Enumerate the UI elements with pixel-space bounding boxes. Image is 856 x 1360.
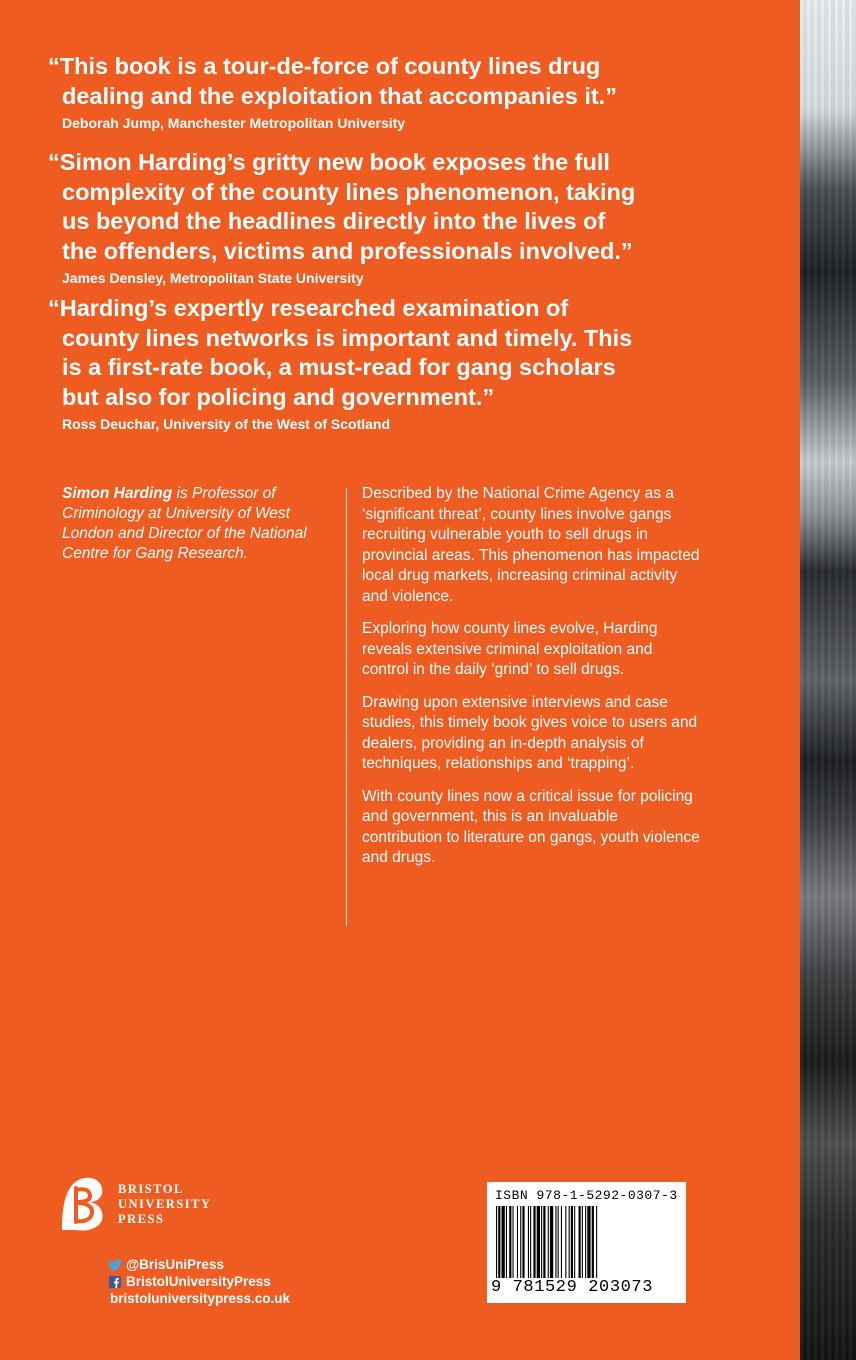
- barcode-bar: [582, 1206, 583, 1278]
- quote-line: is a first-rate book, a must-read for gang scholars: [62, 354, 616, 380]
- barcode-bar: [555, 1206, 556, 1278]
- barcode-bar: [596, 1206, 597, 1278]
- blurb-paragraph: With county lines now a critical issue for policing and government, this is an invaluable contribution to literature on gangs, youth violence and drugs.: [362, 787, 700, 866]
- wordmark-line: BRISTOL: [118, 1182, 184, 1196]
- barcode-bar: [517, 1206, 518, 1278]
- author-bio: [62, 484, 342, 564]
- facebook-row[interactable]: [108, 1273, 290, 1290]
- barcode-bar: [543, 1206, 545, 1278]
- quote-1: [48, 52, 748, 131]
- quote-attribution: James Densley, Metropolitan State University: [62, 270, 364, 286]
- quote-line: the offenders, victims and professionals involved.”: [62, 237, 633, 264]
- website-link[interactable]: bristoluniversitypress.co.uk: [110, 1291, 291, 1306]
- barcode-bar: [565, 1206, 566, 1278]
- publisher-logo: [58, 1174, 228, 1234]
- barcode-bar: [574, 1206, 575, 1278]
- barcode-bar: [571, 1206, 573, 1278]
- isbn-label: ISBN 978-1-5292-0307-3: [495, 1188, 678, 1203]
- publisher-contacts: [108, 1256, 290, 1307]
- quote-line: dealing and the exploitation that accompanies it.”: [62, 82, 617, 109]
- barcode-bar: [496, 1206, 497, 1278]
- barcode-bar: [498, 1206, 500, 1278]
- wordmark-line: UNIVERSITY: [118, 1197, 212, 1211]
- barcode-bar: [550, 1206, 553, 1278]
- quote-text: [48, 52, 748, 111]
- barcode-bar: [592, 1206, 594, 1278]
- quote-3: [48, 294, 748, 432]
- quote-line: “Harding’s expertly researched examination of: [48, 295, 569, 321]
- barcode-bar: [579, 1206, 581, 1278]
- barcode-bar: [587, 1206, 590, 1278]
- quote-line: “Simon Harding’s gritty new book exposes the full: [48, 149, 610, 175]
- publisher-logo-icon: [58, 1174, 106, 1232]
- barcode-bar: [558, 1206, 559, 1278]
- wordmark-line: PRESS: [118, 1212, 165, 1226]
- barcode-bar: [522, 1206, 524, 1278]
- isbn-digits: 9 781529 203073: [491, 1278, 654, 1297]
- author-bio-text: is Professor of Criminology at University of West London and Director of the National Centre for Gang Research.: [62, 485, 307, 562]
- blurb-paragraph: Drawing upon extensive interviews and case studies, this timely book gives voice to users and dealers, providing an in-depth analysis of techniques, relationships and ‘trapping’.: [362, 693, 698, 772]
- quote-line: but also for policing and government.”: [62, 383, 495, 410]
- book-blurb: [362, 484, 702, 881]
- author-name: Simon Harding: [62, 485, 173, 502]
- barcode-bar: [528, 1206, 529, 1278]
- cover-photo-edge: [800, 0, 856, 1360]
- isbn-barcode: [487, 1182, 686, 1303]
- barcode-bar: [585, 1206, 586, 1278]
- barcode-bar: [541, 1206, 542, 1278]
- barcode-bar: [520, 1206, 521, 1278]
- barcode-bar: [561, 1206, 562, 1278]
- barcode-bars: [495, 1206, 678, 1278]
- quote-line: us beyond the headlines directly into the lives of: [62, 208, 606, 234]
- column-divider: [346, 488, 347, 926]
- barcode-bar: [533, 1206, 535, 1278]
- quote-text: [48, 294, 748, 412]
- quote-line: “This book is a tour-de-force of county lines drug: [48, 53, 601, 79]
- barcode-bar: [530, 1206, 531, 1278]
- barcode-bar: [548, 1206, 549, 1278]
- quote-2: [48, 148, 748, 286]
- twitter-handle: @BrisUniPress: [126, 1257, 224, 1272]
- facebook-icon: [108, 1275, 122, 1289]
- barcode-bar: [537, 1206, 540, 1278]
- facebook-page: BristolUniversityPress: [126, 1274, 271, 1289]
- quote-attribution: Deborah Jump, Manchester Metropolitan University: [62, 115, 406, 131]
- barcode-bar: [502, 1206, 505, 1278]
- barcode-bar: [569, 1206, 570, 1278]
- barcode-bar: [509, 1206, 511, 1278]
- barcode-bar: [513, 1206, 514, 1278]
- quote-line: complexity of the county lines phenomenon, taking: [62, 178, 636, 205]
- publisher-wordmark: [118, 1182, 212, 1227]
- quote-attribution: Ross Deuchar, University of the West of Scotland: [62, 416, 391, 432]
- twitter-icon: [108, 1258, 122, 1272]
- blurb-paragraph: Exploring how county lines evolve, Harding reveals extensive criminal exploitation and control in the daily ‘grind’ to sell drugs.: [362, 620, 658, 678]
- blurb-paragraph: Described by the National Crime Agency as a ‘significant threat’, county lines involve gangs recruiting vulnerable youth to sell drugs in provincial areas. This phenomenon has impacted local drug markets, increasing criminal activity and violence.: [362, 485, 700, 605]
- barcode-bar: [506, 1206, 507, 1278]
- quote-text: [48, 148, 748, 266]
- twitter-row[interactable]: [108, 1256, 290, 1273]
- quote-line: county lines networks is important and timely. This: [62, 324, 633, 351]
